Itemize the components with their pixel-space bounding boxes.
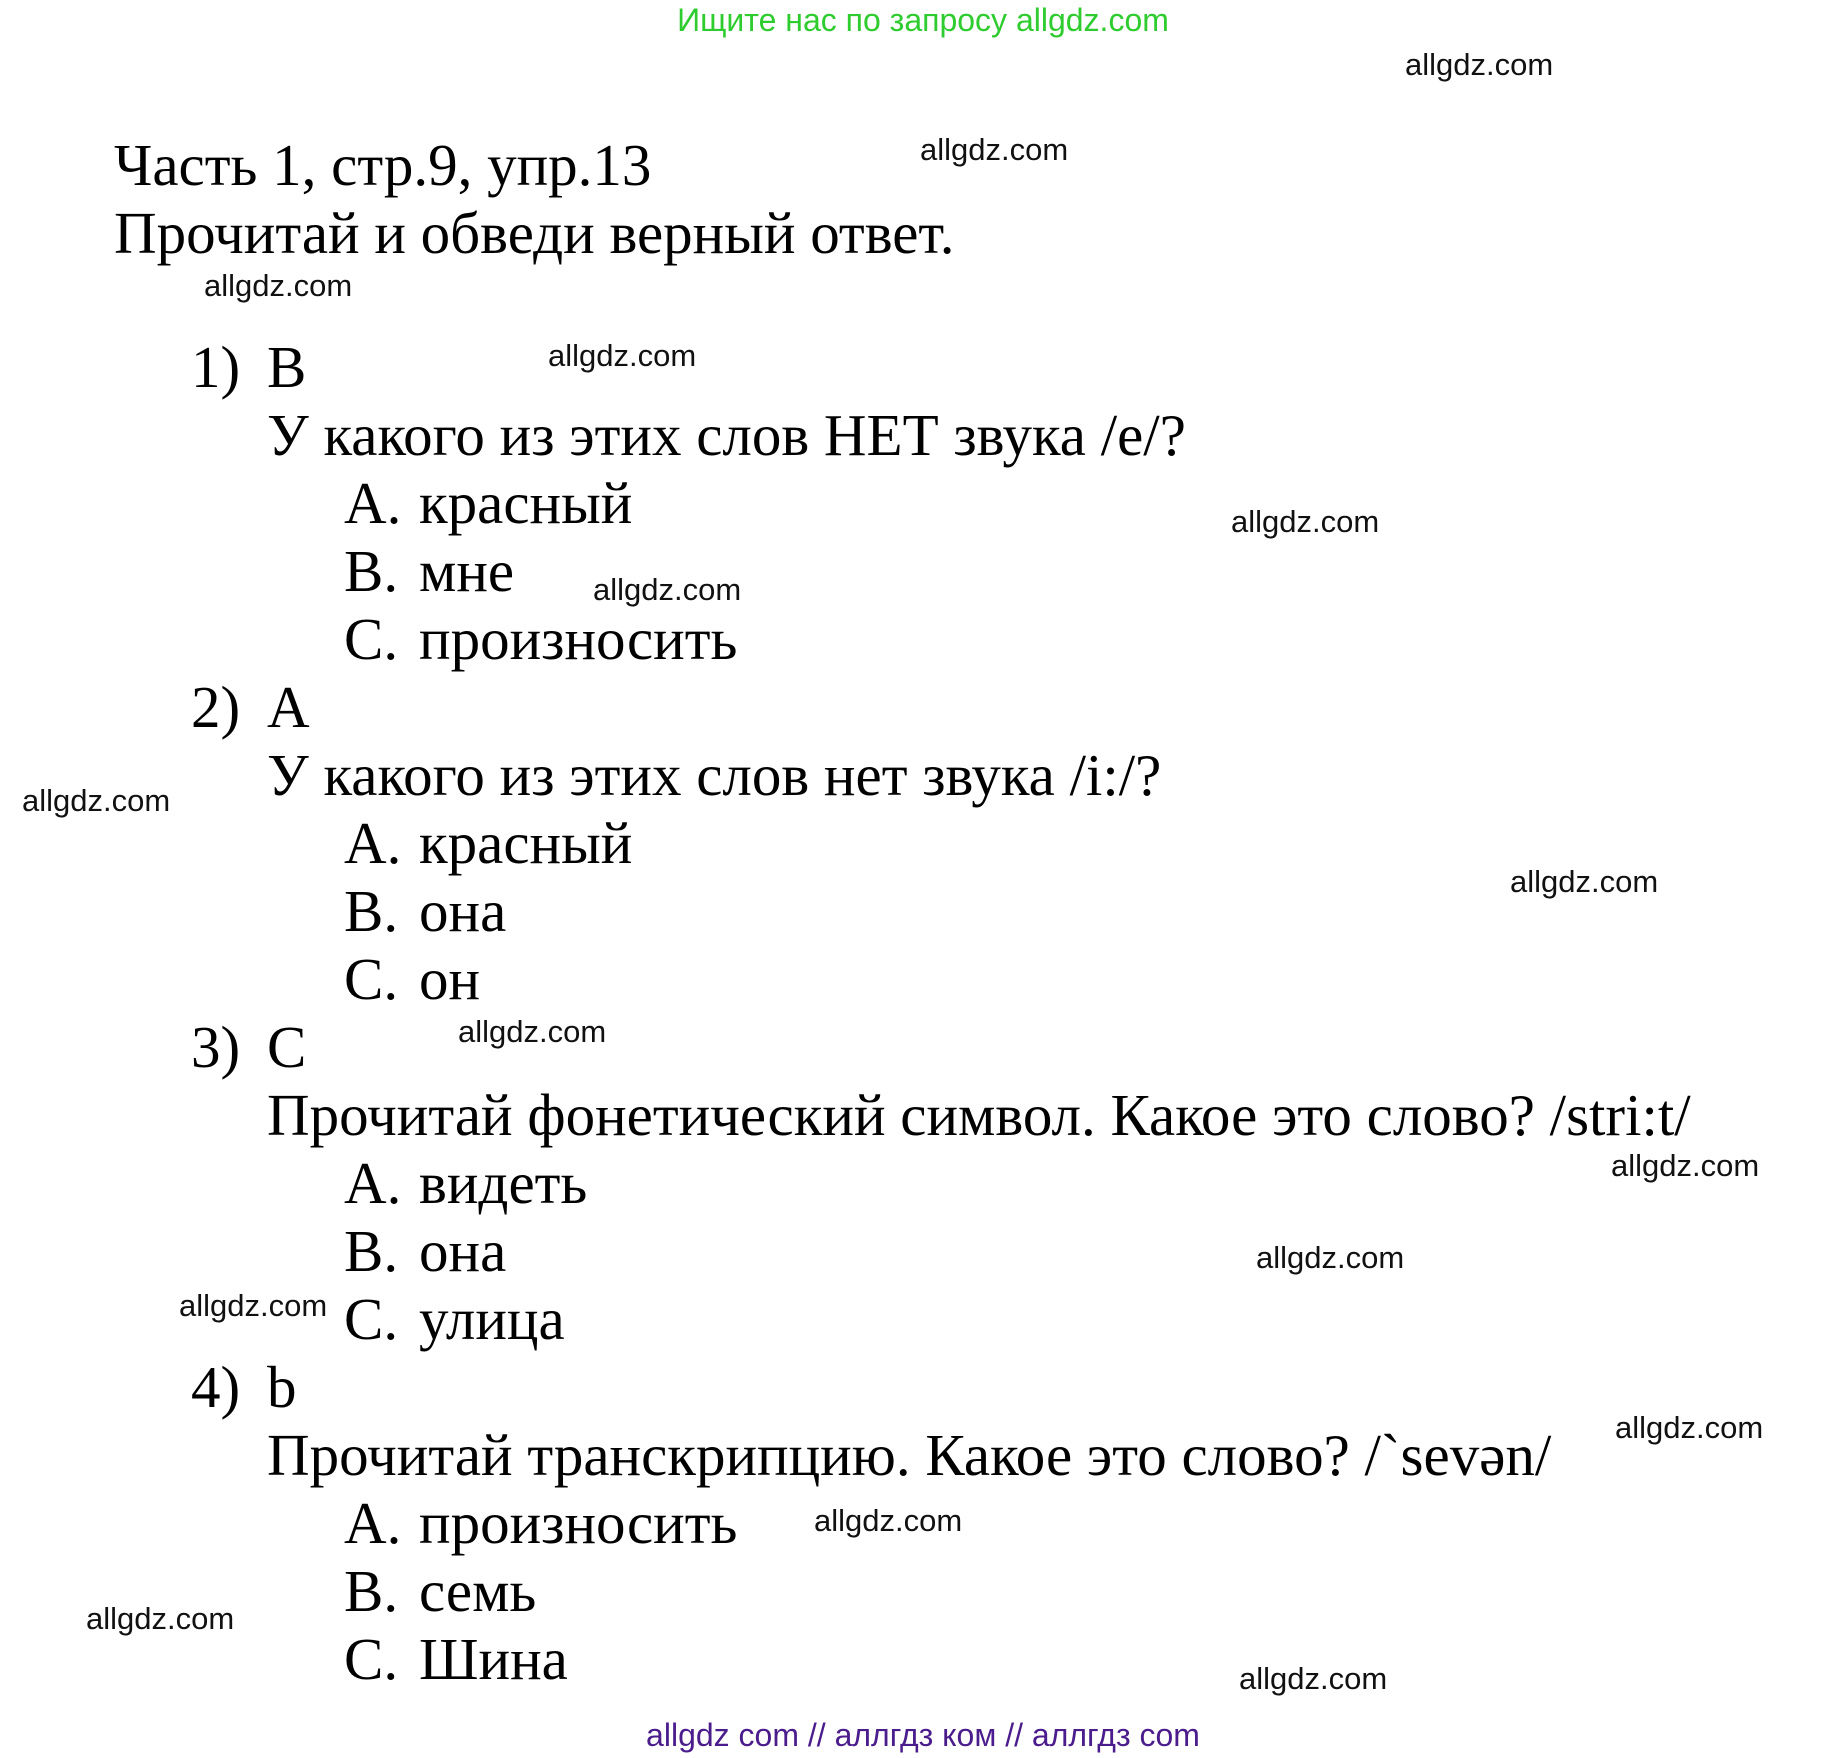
option-text: произносить — [419, 606, 738, 672]
instruction: Прочитай и обведи верный ответ. — [114, 200, 955, 266]
watermark: allgdz.com — [179, 1288, 328, 1323]
option-letter: B. — [344, 1218, 399, 1284]
watermark: allgdz.com — [1239, 1661, 1388, 1696]
question-number: 3) — [191, 1014, 241, 1080]
option-text: она — [419, 1218, 507, 1284]
watermark: allgdz.com — [920, 132, 1069, 167]
watermark: allgdz.com — [1405, 47, 1554, 82]
question-number: 2) — [191, 674, 241, 740]
watermark: allgdz.com — [86, 1601, 235, 1636]
question-text: Прочитай транскрипцию. Какое это слово? /`sevən/ — [267, 1422, 1552, 1488]
question-number: 4) — [191, 1354, 241, 1420]
question-number: 1) — [191, 334, 241, 400]
search-banner: Ищите нас по запросу allgdz.com — [677, 2, 1169, 38]
question-answer: C — [267, 1014, 307, 1080]
option-text: Шина — [419, 1626, 568, 1692]
option-letter: A. — [344, 810, 402, 876]
option-letter: C. — [344, 1286, 399, 1352]
option-text: он — [419, 946, 481, 1012]
option-text: мне — [419, 538, 515, 604]
question-text: У какого из этих слов нет звука /i:/? — [267, 742, 1162, 808]
option-text: семь — [419, 1558, 537, 1624]
option-letter: A. — [344, 1490, 402, 1556]
watermark: allgdz.com — [22, 783, 171, 818]
watermark: allgdz.com — [814, 1503, 963, 1538]
page-title: Часть 1, стр.9, упр.13 — [114, 132, 652, 198]
option-text: произносить — [419, 1490, 738, 1556]
option-text: красный — [419, 470, 633, 536]
option-letter: C. — [344, 946, 399, 1012]
option-letter: A. — [344, 1150, 402, 1216]
option-letter: B. — [344, 1558, 399, 1624]
watermark: allgdz.com — [1611, 1148, 1760, 1183]
footer-banner: allgdz com // аллгдз ком // аллгдз com — [646, 1717, 1200, 1753]
option-letter: B. — [344, 878, 399, 944]
option-text: улица — [419, 1286, 565, 1352]
option-letter: C. — [344, 606, 399, 672]
question-answer: A — [267, 674, 310, 740]
watermark: allgdz.com — [1256, 1240, 1405, 1275]
question-answer: B — [267, 334, 307, 400]
option-text: она — [419, 878, 507, 944]
watermark: allgdz.com — [458, 1014, 607, 1049]
option-letter: C. — [344, 1626, 399, 1692]
option-letter: B. — [344, 538, 399, 604]
watermark: allgdz.com — [548, 338, 697, 373]
option-text: красный — [419, 810, 633, 876]
watermark: allgdz.com — [593, 572, 742, 607]
option-text: видеть — [419, 1150, 588, 1216]
question-text: У какого из этих слов НЕТ звука /e/? — [267, 402, 1186, 468]
question-answer: b — [267, 1354, 297, 1420]
watermark: allgdz.com — [1510, 864, 1659, 899]
watermark: allgdz.com — [1231, 504, 1380, 539]
watermark: allgdz.com — [204, 268, 353, 303]
option-letter: A. — [344, 470, 402, 536]
question-text: Прочитай фонетический символ. Какое это слово? /stri:t/ — [267, 1082, 1691, 1148]
watermark: allgdz.com — [1615, 1410, 1764, 1445]
